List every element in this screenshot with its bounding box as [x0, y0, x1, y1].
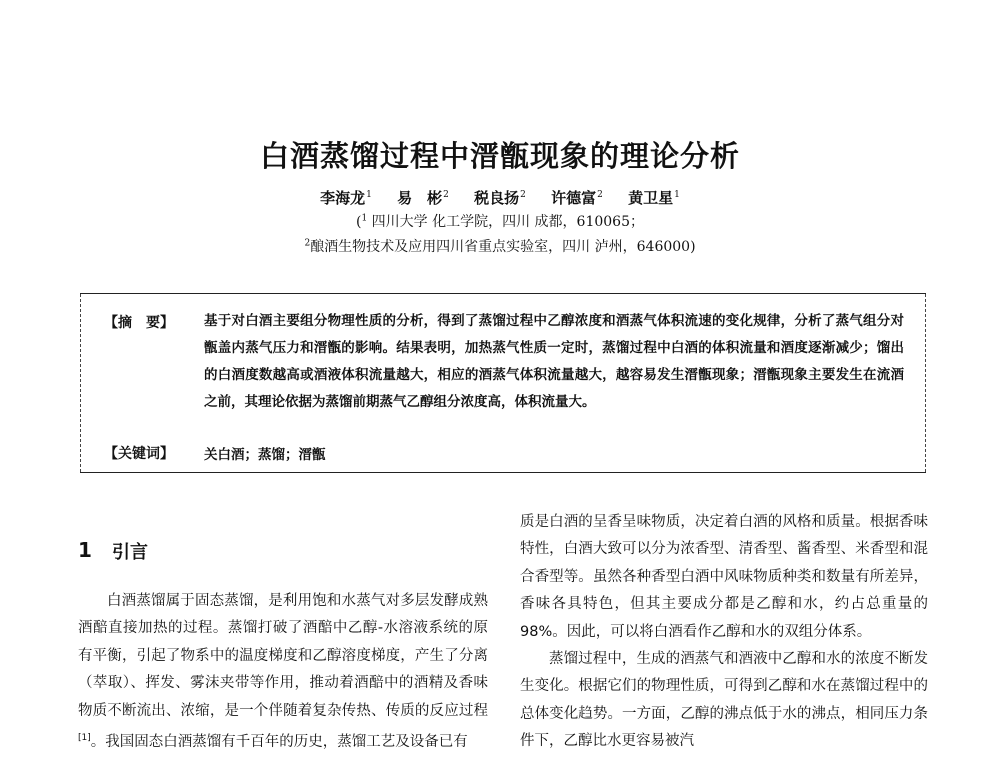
author: 税良扬$^2$ — [474, 189, 526, 207]
paragraph: 质是白酒的呈香呈味物质，决定着白酒的风格和质量。根据香味特性，白酒大致可以分为浓香型、清香型、酱香型、米香型和混合香型等。虽然各种香型白酒中风味物质种类和数量有所差异，香味各具特色，但其主要成分都是乙醇和水，约占总重量的98%。因此，可以将白酒看作乙醇和水的双组分体系。 — [520, 514, 928, 640]
author: 易 彬$^2$ — [397, 189, 449, 207]
section-number: 1 — [78, 538, 92, 562]
abstract-label: 【摘 要】 — [104, 315, 174, 331]
affiliation-2: $^2$酿酒生物技术及应用四川省重点实验室，四川 泸州，646000) — [304, 238, 696, 255]
left-column — [78, 588, 488, 756]
author: 黄卫星$^1$ — [628, 189, 680, 207]
paper-title: 白酒蒸馏过程中溍甑现象的理论分析 — [259, 139, 740, 173]
author-list — [0, 187, 1000, 208]
right-column — [520, 509, 928, 756]
abstract-box — [80, 293, 926, 473]
keywords-text: 关白酒；蒸馏；溍甑 — [204, 447, 326, 463]
abstract-border-left — [80, 294, 81, 472]
abstract-border-right — [925, 294, 926, 472]
section-title: 引言 — [112, 542, 148, 563]
paragraph: 蒸馏过程中，生成的酒蒸气和酒液中乙醇和水的浓度不断发生变化。根据它们的物理性质，可得到乙醇和水在蒸馏过程中的总体变化趋势。一方面，乙醇的沸点低于水的沸点，相同压力条件下，乙醇比水更容易被汽 — [520, 651, 928, 750]
keywords-label: 【关键词】 — [104, 446, 174, 462]
affiliation-1: ($^1$ 四川大学 化工学院，四川 成都，610065； — [356, 213, 644, 230]
abstract-text: 基于对白酒主要组分物理性质的分析，得到了蒸馏过程中乙醇浓度和酒蒸气体积流速的变化规律，分析了蒸气组分对甑盖内蒸气压力和溍甑的影响。结果表明，加热蒸气性质一定时，蒸馏过程中白酒的体积流量和酒度逐渐减少；馏出的白酒度数越高或酒液体积流量越大，相应的酒蒸气体积流量越大，越容易发生溍甑现象；溍甑现象主要发生在流酒之前，其理论依据为蒸馏前期蒸气乙醇组分浓度高，体积流量大。 — [204, 313, 904, 410]
author: 李海龙$^1$ — [320, 189, 372, 207]
citation-ref: [1] — [78, 733, 91, 744]
author: 许德富$^2$ — [551, 189, 603, 207]
paragraph: 白酒蒸馏属于固态蒸馏，是利用饱和水蒸气对多层发酵成熟酒醅直接加热的过程。蒸馏打破了酒醅中乙醇-水溶液系统的原有平衡，引起了物系中的温度梯度和乙醇溶度梯度，产生了分离（萃取）、挥发、雾沫夹带等作用，推动着酒醅中的酒精及香味物质不断流出、浓缩，是一个伴随着复杂传热、传质的反应过程[1]。我国固态白酒蒸馏有千百年的历史，蒸馏工艺及设备已有 — [78, 593, 488, 750]
